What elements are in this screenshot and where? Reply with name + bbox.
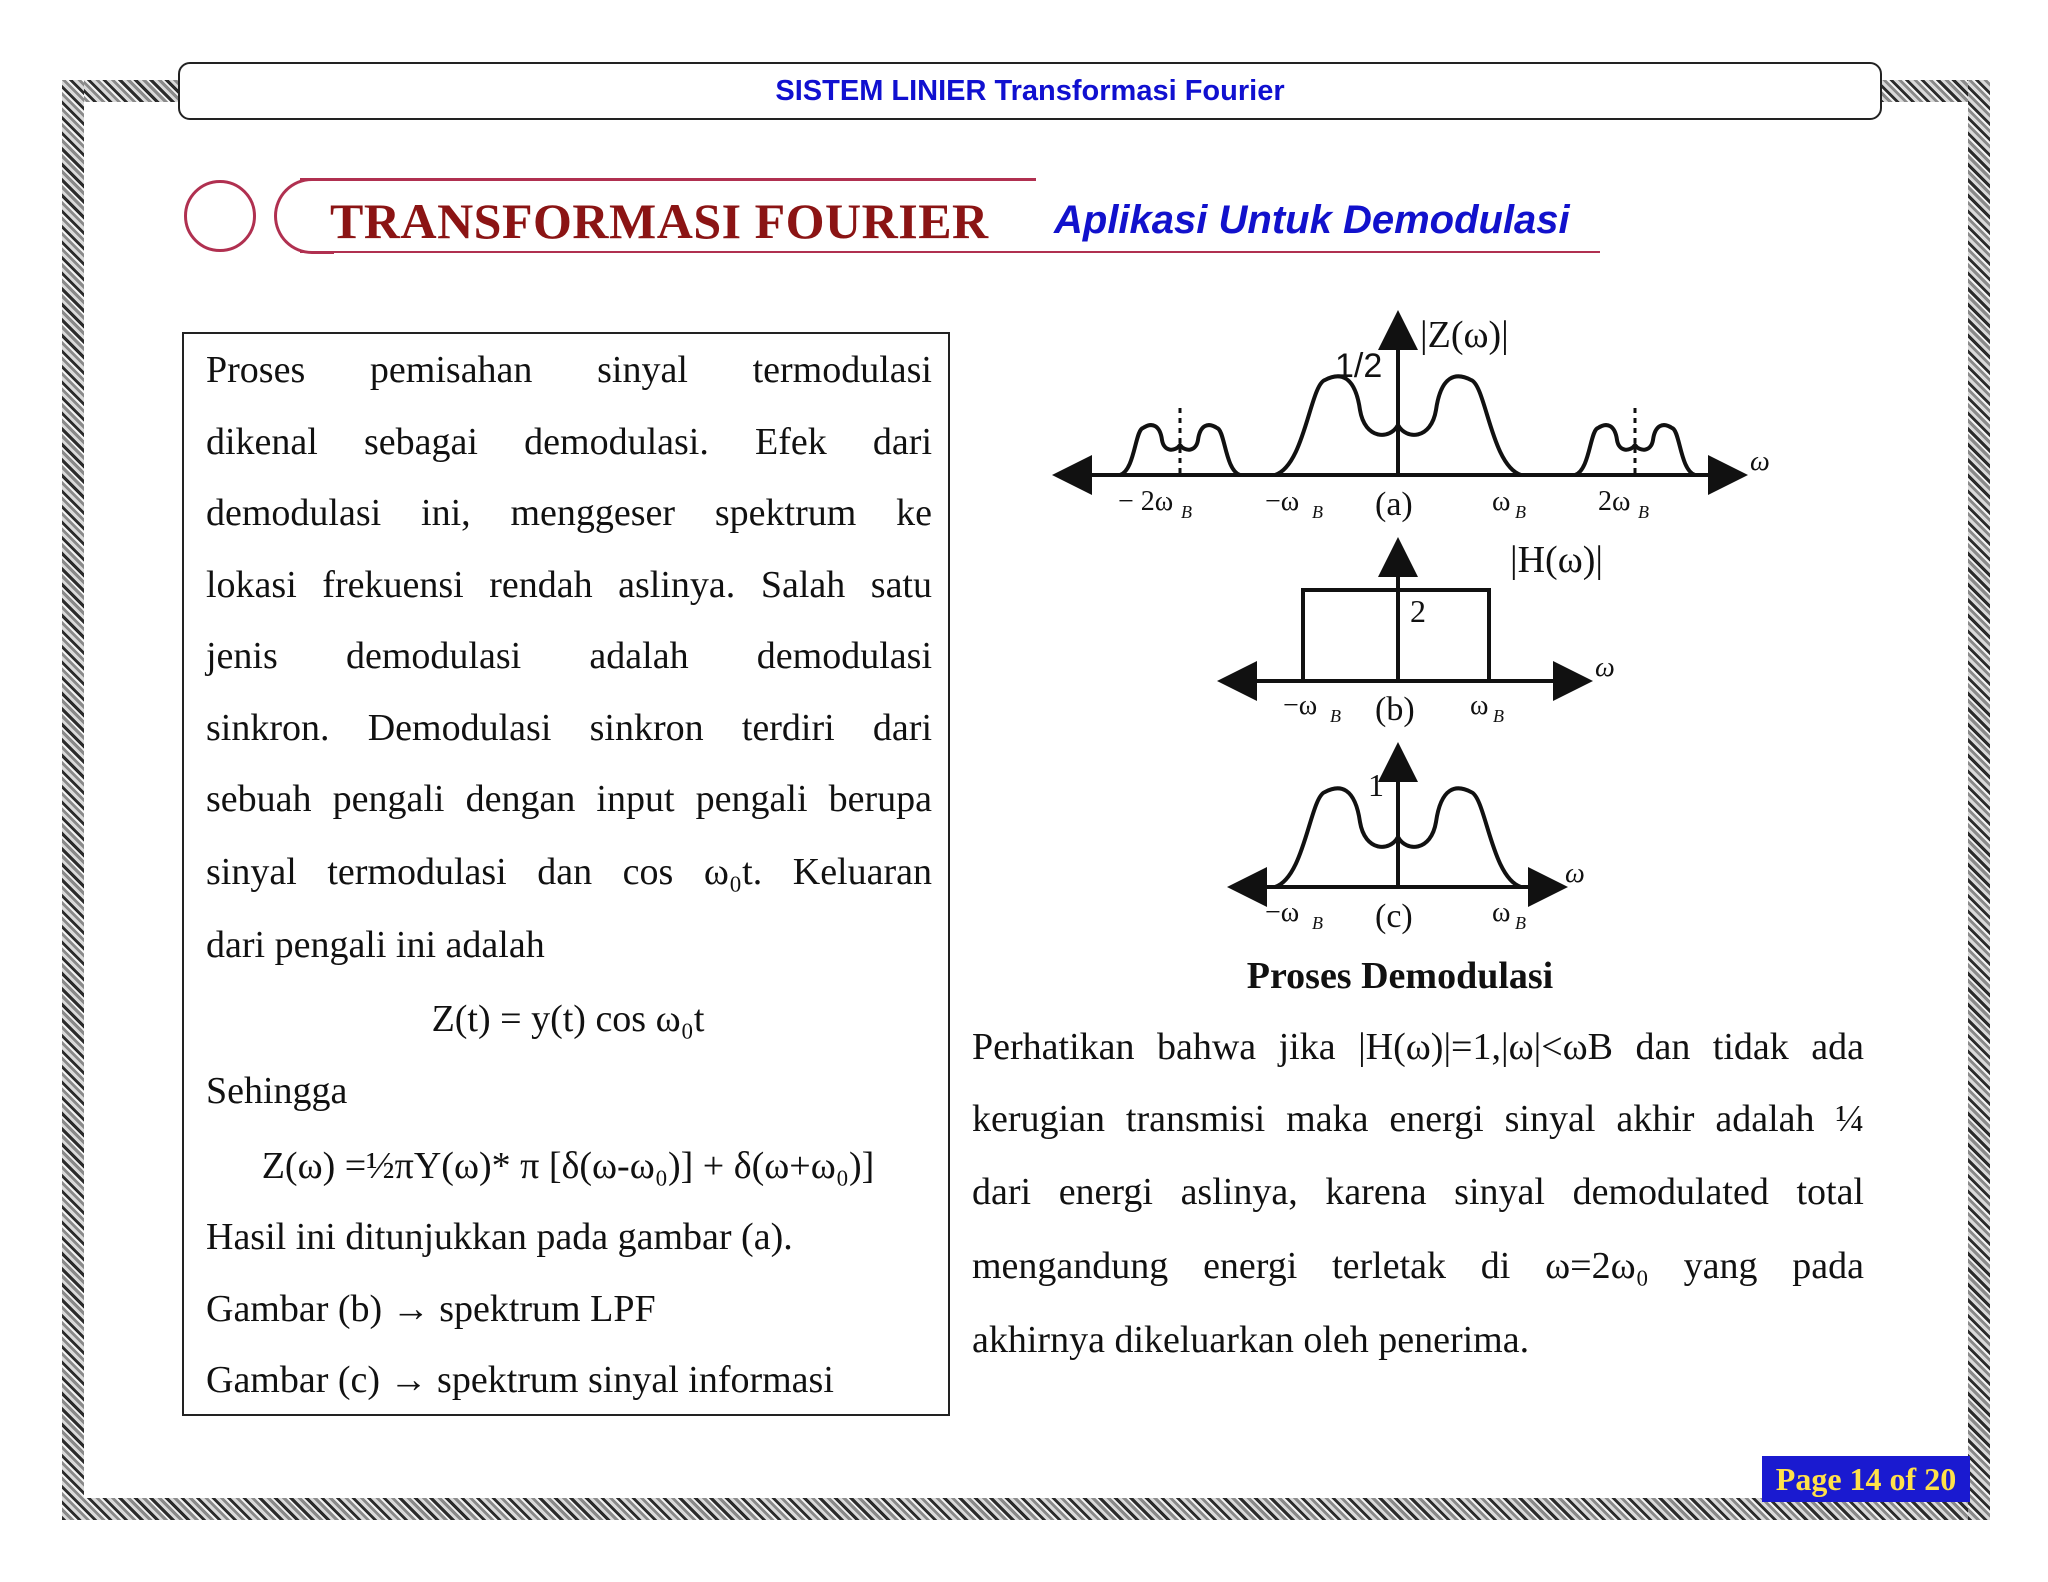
para-line: Proses pemisahan sinyal termodulasi: [206, 349, 932, 391]
frame-border-left: [62, 80, 84, 1520]
label-height-b: 2: [1410, 593, 1426, 629]
page-number: Page 14 of 20: [1775, 1460, 1957, 1497]
tick-sub: B: [1638, 502, 1649, 522]
tick-c-wb: ω: [1492, 897, 1511, 928]
para-line: jenis demodulasi adalah demodulasi: [206, 635, 932, 677]
para-line: sinyal termodulasi dan cos ω₀t. Keluaran: [206, 851, 932, 893]
para-line: dikenal sebagai demodulasi. Efek dari: [206, 421, 932, 463]
right-para-line: Perhatikan bahwa jika |H(ω)|=1,|ω|<ωB dan tidak ada: [972, 1026, 1864, 1068]
tick-sub: B: [1312, 913, 1323, 933]
header-bar: [178, 62, 1882, 120]
right-para-line: kerugian transmisi maka energi sinyal akhir adalah ¼: [972, 1098, 1864, 1140]
label-z-omega: |Z(ω)|: [1420, 314, 1509, 356]
tick-sub: B: [1330, 706, 1341, 726]
right-para-line: akhirnya dikeluarkan oleh penerima.: [972, 1319, 1530, 1361]
page-subtitle: Aplikasi Untuk Demodulasi: [1054, 198, 1570, 242]
label-omega-c: ω: [1565, 858, 1585, 889]
title-rule-bottom: [300, 251, 1600, 253]
figure-title: Proses Demodulasi: [1246, 955, 1554, 997]
tick-b-wb: ω: [1470, 690, 1489, 721]
label-omega-a: ω: [1750, 446, 1770, 477]
equation-zw: Z(ω) =½πY(ω)* π [δ(ω-ω₀)] + δ(ω+ω₀)]: [261, 1145, 875, 1187]
label-peak-a: 1/2: [1335, 347, 1383, 385]
hasil-text: Hasil ini ditunjukkan pada gambar (a).: [206, 1216, 793, 1258]
gambar-b-text: Gambar (b) → spektrum LPF: [206, 1288, 656, 1330]
frame-border-right: [1968, 80, 1990, 1520]
tick-sub: B: [1181, 502, 1192, 522]
para-line: dari pengali ini adalah: [206, 924, 545, 966]
label-h-omega: |H(ω)|: [1510, 539, 1603, 581]
frame-border-bottom: [62, 1498, 1990, 1520]
para-line: lokasi frekuensi rendah aslinya. Salah satu: [206, 564, 932, 606]
right-para-line: dari energi aslinya, karena sinyal demodulated total: [972, 1171, 1864, 1213]
spectrum-b: [1225, 539, 1615, 728]
right-para-line: mengandung energi terletak di ω=2ω₀ yang pada: [972, 1245, 1864, 1287]
sehingga-text: Sehingga: [206, 1070, 348, 1112]
equation-zt: Z(t) = y(t) cos ω₀t: [431, 998, 705, 1040]
caption-b: (b): [1375, 691, 1415, 728]
tick-c-mwb: −ω: [1265, 897, 1300, 928]
spectrum-c: [1235, 750, 1585, 935]
para-line: sinkron. Demodulasi sinkron terdiri dari: [206, 707, 932, 749]
explanation-box: [182, 332, 950, 1416]
title-circle-ornament: [184, 180, 256, 252]
demodulation-spectrum-figure: [1040, 300, 1800, 960]
header-title: SISTEM LINIER Transformasi Fourier: [775, 74, 1285, 107]
caption-a: (a): [1375, 486, 1413, 523]
gambar-c-text: Gambar (c) → spektrum sinyal informasi: [206, 1359, 834, 1401]
title-rule-top: [300, 178, 1036, 181]
tick-sub: B: [1515, 913, 1526, 933]
para-line: demodulasi ini, menggeser spektrum ke: [206, 492, 932, 534]
tick-sub: B: [1515, 502, 1526, 522]
tick-a-mwb: −ω: [1265, 486, 1300, 517]
tick-b-mwb: −ω: [1283, 690, 1318, 721]
label-peak-c: 1: [1368, 767, 1384, 803]
tick-sub: B: [1493, 706, 1504, 726]
spectrum-a: [1060, 314, 1770, 523]
tick-sub: B: [1312, 502, 1323, 522]
page-number-badge: [1762, 1456, 1970, 1502]
tick-a-wb: ω: [1492, 486, 1511, 517]
label-omega-b: ω: [1595, 652, 1615, 683]
page-title: TRANSFORMASI FOURIER: [330, 193, 989, 249]
tick-a-2wb: 2ω: [1598, 486, 1631, 517]
title-arc-ornament: [274, 178, 334, 254]
para-line: sebuah pengali dengan input pengali berupa: [206, 778, 932, 820]
tick-a-m2wb: − 2ω: [1118, 486, 1174, 517]
caption-c: (c): [1375, 898, 1413, 935]
